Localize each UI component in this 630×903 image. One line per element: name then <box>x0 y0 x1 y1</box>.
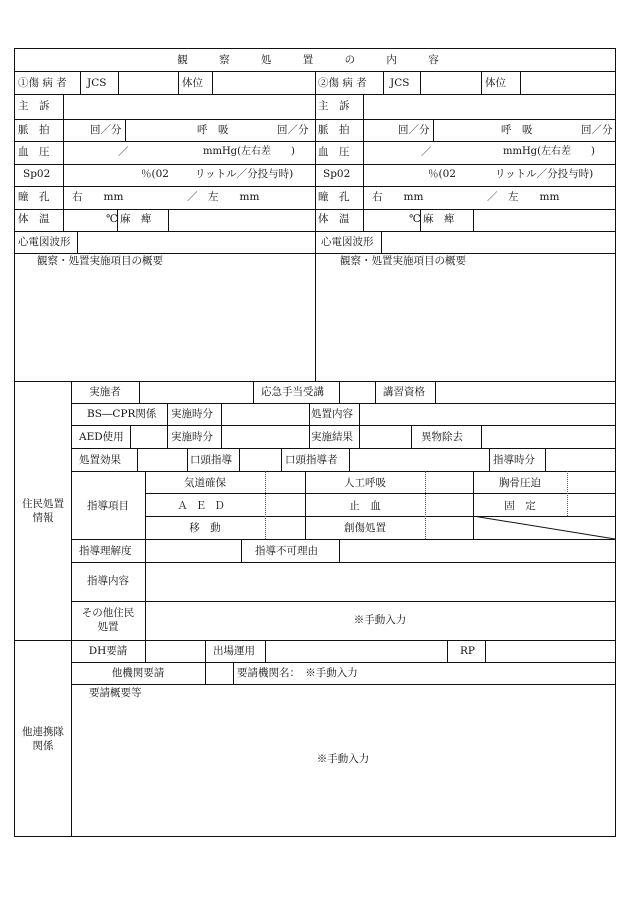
divider <box>481 425 482 448</box>
divider <box>167 403 168 425</box>
other-resident-manual: ※手動入力 <box>353 614 407 626</box>
divider <box>15 119 615 120</box>
divider <box>71 662 615 663</box>
pulse-unit: 回／分 <box>398 124 430 136</box>
divider <box>383 71 384 94</box>
divider <box>520 71 521 94</box>
divider <box>130 425 131 448</box>
other-agency-request-label: 他機関要請 <box>111 667 165 679</box>
resident-section-label: 住民処置 情報 <box>22 498 64 525</box>
impossible-reason-label: 指導不可理由 <box>255 545 318 557</box>
form-title: 観 察 処 置 の 内 容 <box>177 54 453 66</box>
coordination-section-label: 他連携隊 関係 <box>22 726 64 753</box>
item-wound-treatment: 創傷処置 <box>344 522 386 534</box>
divider <box>168 209 169 231</box>
exec-result-label: 実施結果 <box>311 431 353 443</box>
item-hemostasis: 止 血 <box>349 500 381 512</box>
injured-label: ①傷 病 者 <box>18 77 67 89</box>
chief-complaint-label: 主 訴 <box>318 100 350 112</box>
exec-time-2-label: 実施時分 <box>171 431 213 443</box>
divider <box>359 403 360 425</box>
foreign-body-label: 異物除去 <box>421 431 463 443</box>
request-summary-manual: ※手動入力 <box>316 753 370 765</box>
divider <box>425 471 426 539</box>
divider <box>489 448 490 471</box>
divider <box>433 119 434 141</box>
rp-label: RP <box>460 645 475 657</box>
temperature-unit: ℃ <box>106 213 118 225</box>
divider <box>71 601 615 602</box>
divider <box>15 209 615 210</box>
pupil-left: ／ 左 mm <box>187 191 260 203</box>
divider <box>139 381 140 403</box>
divider <box>145 539 146 562</box>
bp-unit: mmHg(左右差 ) <box>503 146 595 157</box>
section-divider <box>15 381 615 382</box>
request-summary-label: 要請概要等 <box>89 687 142 699</box>
divider <box>241 539 242 562</box>
divider <box>117 209 118 231</box>
divider <box>349 448 350 471</box>
pupil-left: ／ 左 mm <box>487 191 560 203</box>
ecg-label: 心電図波形 <box>18 236 71 248</box>
pulse-label: 脈 拍 <box>18 124 50 136</box>
divider <box>485 640 486 662</box>
divider <box>15 164 615 165</box>
verbal-guidance-label: 口頭指導 <box>190 454 232 466</box>
divider <box>15 94 615 95</box>
performer-label: 実施者 <box>89 386 121 398</box>
divider <box>15 186 615 187</box>
pupil-right: 右 mm <box>72 191 124 203</box>
guidance-items-label: 指導項目 <box>87 500 129 512</box>
blood-pressure-label: 血 圧 <box>318 146 350 158</box>
divider <box>71 448 615 449</box>
item-fixation: 固 定 <box>504 500 536 512</box>
breath-unit: 回／分 <box>581 124 613 136</box>
guidance-time-label: 指導時分 <box>493 454 535 466</box>
temperature-label: 体 温 <box>18 213 50 225</box>
body-position-label: 体位 <box>485 77 506 89</box>
divider <box>265 640 266 662</box>
divider <box>80 71 81 94</box>
observation-treatment-form <box>14 48 616 837</box>
guidance-content-label: 指導内容 <box>87 575 129 587</box>
divider <box>71 684 615 685</box>
divider <box>253 381 254 403</box>
divider <box>281 448 282 471</box>
divider <box>205 662 206 684</box>
item-chest-compression: 胸骨圧迫 <box>499 477 541 489</box>
item-aed: ＡＥＤ <box>177 500 233 512</box>
divider <box>435 381 436 403</box>
divider <box>233 662 234 684</box>
divider <box>125 119 126 141</box>
divider <box>309 425 310 448</box>
divider <box>145 493 615 494</box>
spo2-oxygen: リットル／分投与時) <box>495 168 594 180</box>
divider <box>381 231 382 253</box>
verbal-instructor-label: 口頭指導者 <box>285 454 338 466</box>
divider <box>71 403 615 404</box>
jcs-label: JCS <box>390 77 410 89</box>
pulse-label: 脈 拍 <box>318 124 350 136</box>
divider <box>363 94 364 231</box>
diagonal-strike <box>473 516 615 539</box>
ecg-label: 心電図波形 <box>321 236 374 248</box>
bp-slash: ／ <box>421 146 432 158</box>
divider <box>239 448 240 471</box>
exec-time-1-label: 実施時分 <box>171 408 213 420</box>
divider <box>265 471 266 539</box>
treatment-effect-label: 処置効果 <box>79 454 121 466</box>
jcs-label: JCS <box>87 77 107 89</box>
spo2-label: Sp02 <box>23 168 51 180</box>
divider <box>205 640 206 662</box>
spo2-oxygen: リットル／分投与時) <box>195 168 294 180</box>
divider <box>411 425 412 448</box>
divider <box>145 640 146 662</box>
bs-cpr-label: BS―CPR関係 <box>87 408 157 420</box>
aed-use-label: AED使用 <box>79 431 124 443</box>
item-airway: 気道確保 <box>184 477 226 489</box>
temperature-unit: ℃ <box>409 213 421 225</box>
pulse-unit: 回／分 <box>90 124 122 136</box>
item-artificial-respiration: 人工呼吸 <box>344 477 386 489</box>
divider <box>212 71 213 94</box>
divider <box>339 539 340 562</box>
spo2-unit: ％(02 <box>428 168 456 180</box>
divider <box>71 562 615 563</box>
section-divider <box>15 640 615 641</box>
divider <box>375 381 376 403</box>
divider <box>420 209 421 231</box>
pupil-label: 瞳 孔 <box>18 191 50 203</box>
divider <box>481 71 482 94</box>
divider <box>63 94 64 231</box>
divider <box>339 381 340 403</box>
bp-unit: mmHg(左右差 ) <box>203 146 295 157</box>
summary-label: 観察・処置実施項目の概要 <box>340 255 466 267</box>
divider <box>420 71 421 94</box>
item-transfer: 移 動 <box>189 522 221 534</box>
divider <box>545 448 546 471</box>
divider <box>221 403 222 425</box>
paralysis-label: 麻 痺 <box>423 213 455 225</box>
breath-unit: 回／分 <box>277 124 309 136</box>
divider <box>447 640 448 662</box>
breath-label: 呼 吸 <box>501 124 533 136</box>
chief-complaint-label: 主 訴 <box>18 100 50 112</box>
pupil-right: 右 mm <box>372 191 424 203</box>
other-resident-label: その他住民 処置 <box>81 607 135 633</box>
divider <box>15 231 615 232</box>
summary-label: 観察・処置実施項目の概要 <box>37 255 163 267</box>
divider <box>15 141 615 142</box>
divider <box>309 403 310 425</box>
first-aid-course-label: 応急手当受講 <box>261 386 324 398</box>
understanding-label: 指導理解度 <box>79 545 132 557</box>
divider <box>473 209 474 231</box>
divider <box>359 425 360 448</box>
spo2-unit: ％(02 <box>141 168 169 180</box>
temperature-label: 体 温 <box>318 213 350 225</box>
divider <box>71 471 615 472</box>
patient-column-divider <box>315 71 316 381</box>
divider <box>15 253 615 254</box>
divider <box>178 71 179 94</box>
divider <box>71 425 615 426</box>
divider <box>567 471 568 516</box>
divider <box>167 425 168 448</box>
spo2-label: Sp02 <box>323 168 351 180</box>
divider <box>187 448 188 471</box>
divider <box>118 71 119 94</box>
bp-slash: ／ <box>118 146 129 158</box>
injured-label: ②傷 病 者 <box>318 77 367 89</box>
course-qualification-label: 講習資格 <box>383 386 425 398</box>
breath-label: 呼 吸 <box>197 124 229 136</box>
divider <box>77 231 78 253</box>
dispatch-label: 出場運用 <box>213 645 255 657</box>
requested-agency-label: 要請機関名： ※手動入力 <box>237 667 358 679</box>
paralysis-label: 麻 痺 <box>120 213 152 225</box>
body-position-label: 体位 <box>182 77 203 89</box>
treatment-content-label: 処置内容 <box>311 408 353 420</box>
blood-pressure-label: 血 圧 <box>18 146 50 158</box>
divider <box>71 539 615 540</box>
dh-request-label: DH要請 <box>88 645 128 657</box>
pupil-label: 瞳 孔 <box>318 191 350 203</box>
divider <box>137 448 138 471</box>
divider <box>221 425 222 448</box>
